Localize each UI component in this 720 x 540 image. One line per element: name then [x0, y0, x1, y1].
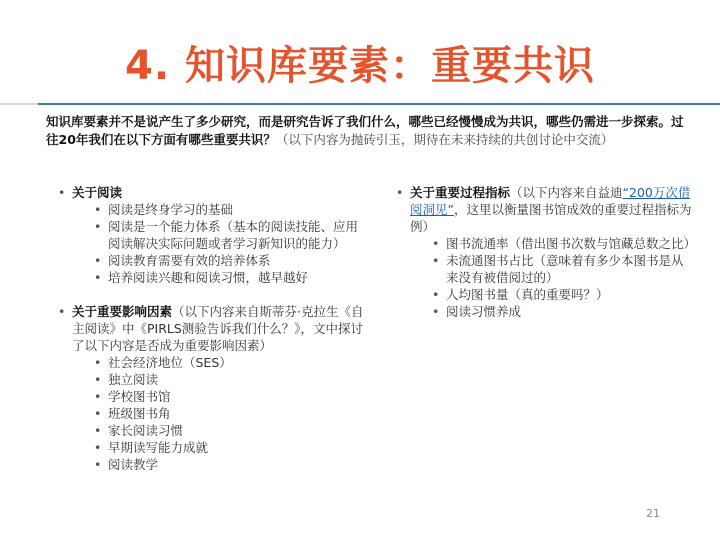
process-heading-note-2: ，这里以衡量图书馆成效的重要过程指标为例）	[410, 202, 692, 234]
reading-list	[54, 201, 364, 286]
list-item: • 阅读教育需要有效的培养体系	[94, 252, 364, 269]
intro-note-text: （以下内容为抛砖引玉，期待在未来持续的共创讨论中交流）	[275, 132, 614, 147]
process-heading	[392, 184, 692, 235]
factors-heading	[54, 303, 364, 354]
process-heading-bold: 关于重要过程指标	[410, 185, 511, 200]
insights-link[interactable]: “200万次借阅洞见”	[410, 185, 691, 217]
reading-heading-text: 关于阅读	[72, 185, 123, 200]
process-group	[392, 184, 697, 320]
intro-bold-text: 知识库要素并不是说产生了多少研究，而是研究告诉了我们什么，哪些已经慢慢成为共识，哪些仍需进一步探索。过往20年我们在以下方面有哪些重要共识？	[46, 114, 684, 147]
list-item: • 人均图书量（真的重要吗？）	[432, 286, 692, 303]
reading-heading	[54, 184, 364, 201]
factors-heading-bold: 关于重要影响因素	[72, 304, 173, 319]
reading-group	[54, 184, 364, 286]
list-item: • 阅读教学	[94, 456, 364, 473]
list-item: • 学校图书馆	[94, 388, 364, 405]
intro-paragraph	[46, 113, 686, 149]
factors-heading-note: （以下内容来自斯蒂芬·克拉生《自主阅读》中《PIRLS测验告诉我们什么？》，文中探讨了以下内容是否成为重要影响因素）	[72, 304, 364, 353]
list-item: • 阅读是终身学习的基础	[94, 201, 364, 218]
list-item: • 未流通图书占比（意味着有多少本图书是从来没有被借阅过的）	[432, 252, 692, 286]
list-item: • 培养阅读兴趣和阅读习惯，越早越好	[94, 269, 364, 286]
title-rule-left	[0, 103, 38, 105]
list-item: • 社会经济地位（SES）	[94, 354, 364, 371]
list-item: • 阅读是一个能力体系（基本的阅读技能、应用阅读解决实际问题或者学习新知识的能力）	[94, 218, 364, 252]
process-heading-note-1: （以下内容来自益迪	[510, 185, 623, 200]
slide-title: 4. 知识库要素：重要共识	[125, 43, 595, 89]
page-number: 21	[646, 507, 660, 520]
list-item: • 阅读习惯养成	[432, 303, 692, 320]
list-item: • 图书流通率（借出图书次数与馆藏总数之比）	[432, 235, 692, 252]
left-column	[54, 184, 364, 490]
right-column	[392, 184, 697, 337]
list-item: • 早期读写能力成就	[94, 439, 364, 456]
list-item: • 家长阅读习惯	[94, 422, 364, 439]
list-item: • 独立阅读	[94, 371, 364, 388]
process-list	[392, 235, 697, 320]
list-item: • 班级图书角	[94, 405, 364, 422]
factors-list	[54, 354, 364, 473]
factors-group	[54, 303, 364, 473]
title-rule	[38, 103, 720, 105]
